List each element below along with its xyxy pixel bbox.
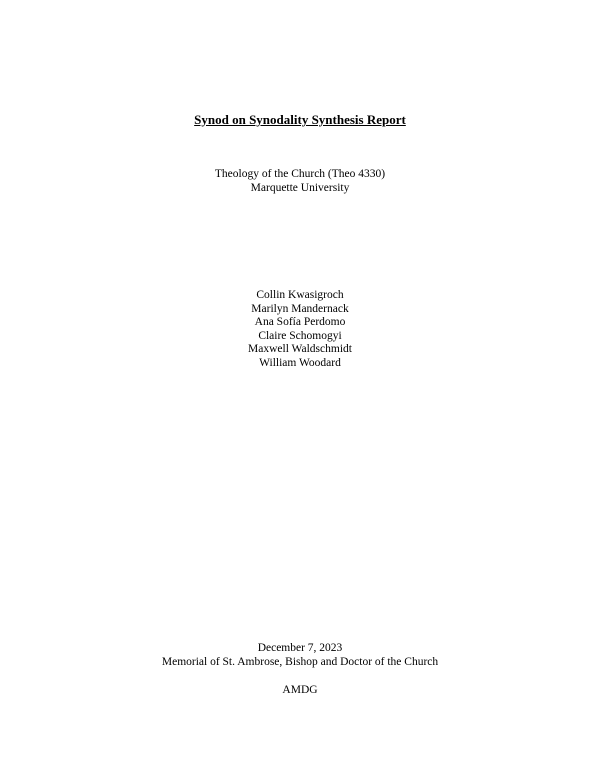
author-name: Collin Kwasigroch: [256, 289, 344, 301]
document-title: Synod on Synodality Synthesis Report: [194, 112, 406, 127]
author-name: William Woodard: [259, 356, 341, 369]
author-name: Claire Schomogyi: [258, 329, 342, 342]
memorial-line: Memorial of St. Ambrose, Bishop and Doctor of the Church: [161, 656, 439, 668]
document-date: December 7, 2023: [257, 642, 343, 654]
course-name: Theology of the Church (Theo 4330): [214, 168, 386, 180]
author-name: Ana Sofía Perdomo: [254, 316, 346, 329]
author-list: [0, 289, 600, 371]
author-name: Marilyn Mandernack: [251, 302, 349, 315]
author-name: Maxwell Waldschmidt: [248, 343, 352, 356]
university-name: Marquette University: [250, 182, 350, 194]
closing-motto: AMDG: [282, 684, 318, 696]
